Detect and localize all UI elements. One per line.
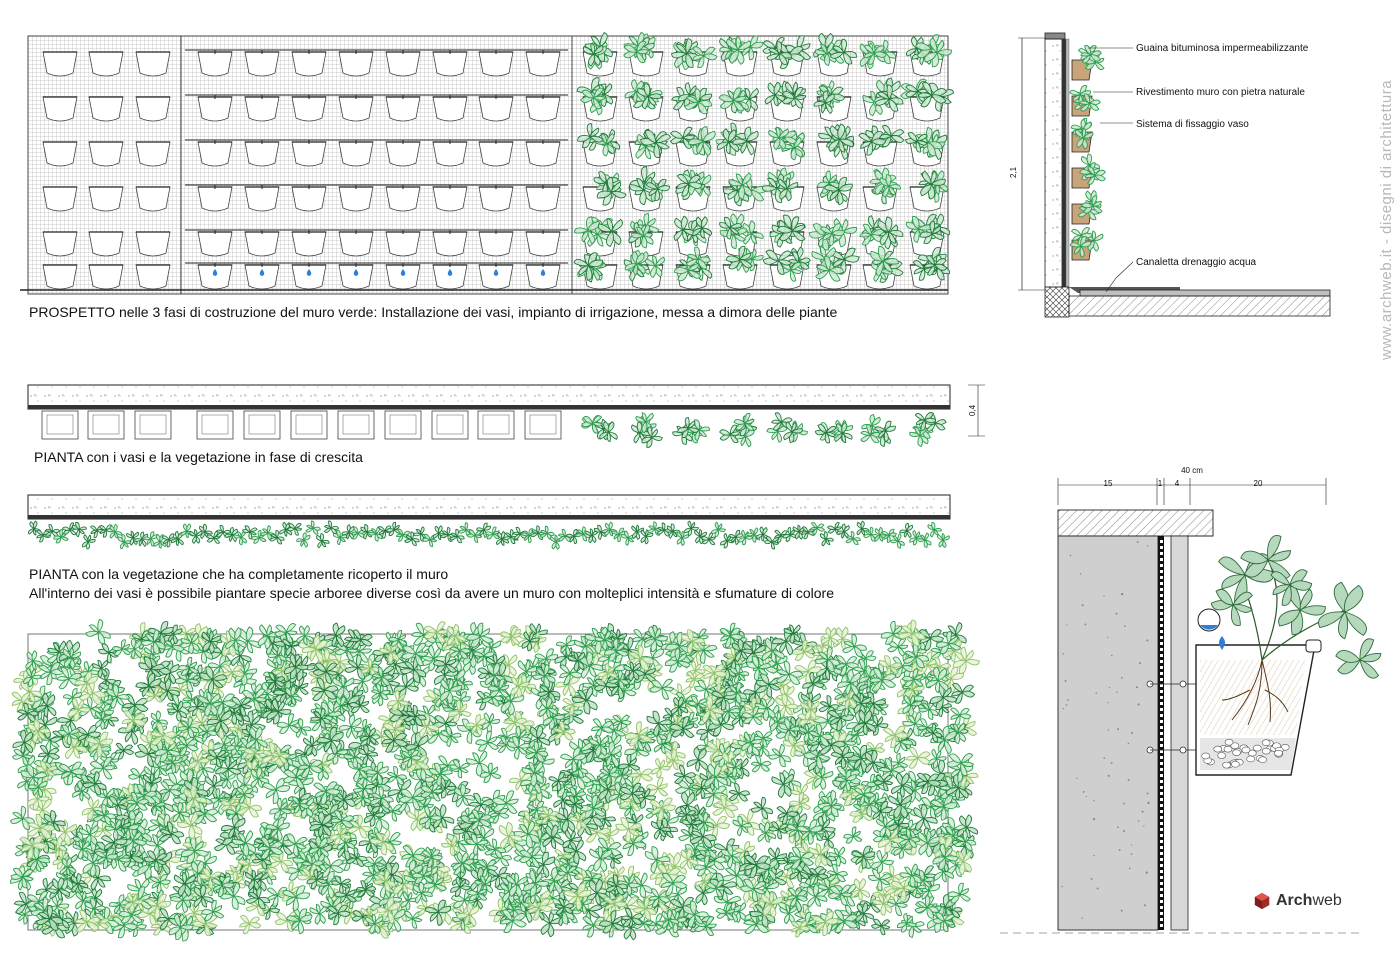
- bitumen-layer: [1062, 39, 1066, 287]
- detail-soil: [1200, 660, 1305, 735]
- label-rivestimento: Rivestimento muro con pietra naturale: [1136, 87, 1305, 98]
- pot-detail-drawing: [1000, 466, 1384, 933]
- detail-stone-cladding: [1171, 536, 1188, 930]
- plan-pots: [42, 408, 947, 451]
- label-guaina: Guaina bituminosa impermeabilizzante: [1136, 43, 1309, 54]
- brand-logo: [1253, 892, 1342, 910]
- plan-covered-drawing: [27, 495, 950, 551]
- caption-pianta-crescita: PIANTA con i vasi e la vegetazione in fase di crescita: [34, 449, 363, 465]
- dim-height: 2,1: [1009, 166, 1018, 178]
- dim-part-1: 15: [1103, 479, 1113, 488]
- dim-part-4: 20: [1253, 479, 1263, 488]
- green-wall-coverage: [8, 617, 982, 945]
- wall-section-drawing: [1009, 33, 1330, 317]
- dim-part-3: 4: [1174, 479, 1180, 488]
- caption-specie-note: All'interno dei vasi è possibile piantare specie arboree diverse così da avere un muro con molteplici intensità e sfumature di colore: [29, 585, 834, 601]
- plan-covered-vegetation: [27, 519, 950, 550]
- drainage-channel: [1080, 290, 1330, 296]
- dim-depth: 0,4: [968, 404, 977, 416]
- watermark-text: www.archweb.it - disegni di architettura: [1378, 79, 1395, 360]
- brand-web: web: [1312, 892, 1342, 909]
- brand-arch: Arch: [1276, 892, 1313, 909]
- section-pots: [1067, 41, 1106, 260]
- detail-wall: [1058, 536, 1158, 930]
- dim-part-2: 1: [1157, 479, 1163, 488]
- label-canaletta: Canaletta drenaggio acqua: [1136, 257, 1257, 268]
- dim-total: 40 cm: [1181, 466, 1203, 475]
- label-fissaggio: Sistema di fissaggio vaso: [1136, 119, 1249, 130]
- plan-growth-drawing: [28, 385, 985, 451]
- brand-hex-icon: [1253, 892, 1271, 910]
- caption-prospetto: PROSPETTO nelle 3 fasi di costruzione del muro verde: Installazione dei vasi, impianto di irrigazione, messa a dimora delle piante: [29, 304, 838, 320]
- elevation-drawing: [20, 29, 957, 294]
- caption-pianta-ricoperto: PIANTA con la vegetazione che ha completamente ricoperto il muro: [29, 566, 449, 582]
- coping: [1058, 510, 1213, 536]
- section-wall: [1045, 39, 1062, 287]
